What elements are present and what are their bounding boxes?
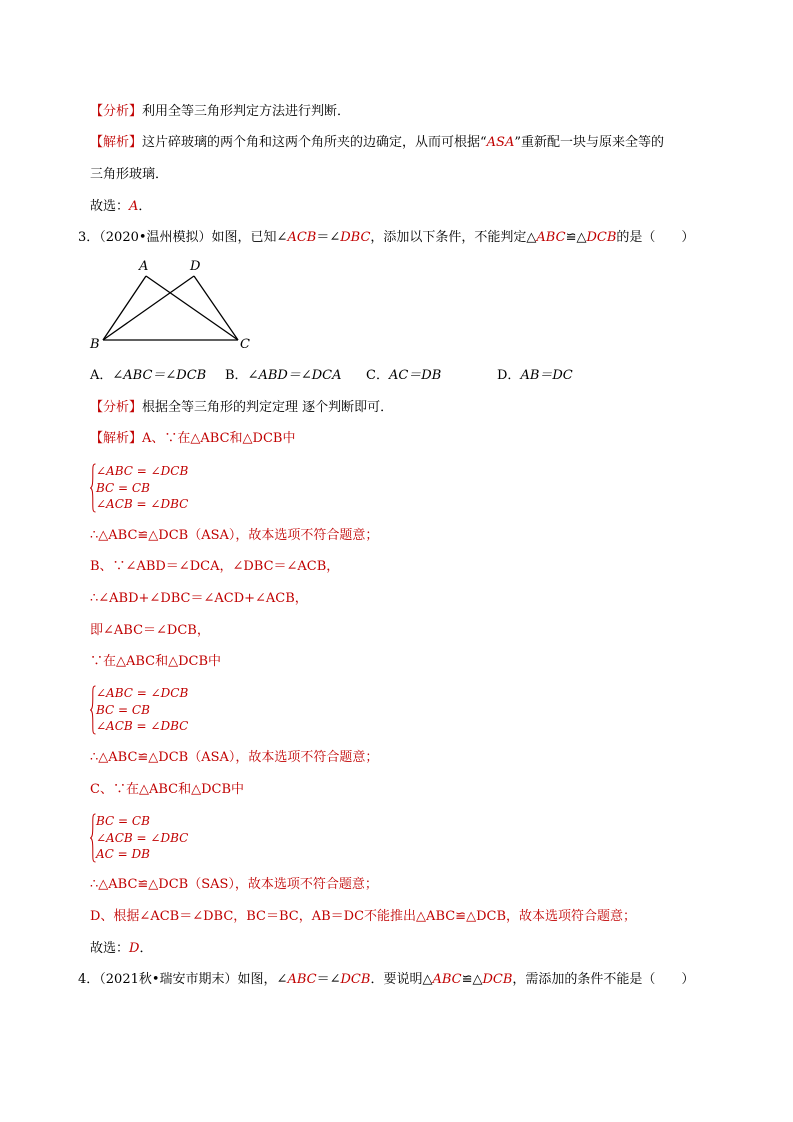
q3-analysis-line [90, 399, 393, 417]
solution-tag: 【解析】 [90, 431, 143, 446]
solution-tag: 【解析】 [90, 135, 143, 150]
q3-option-c[interactable] [366, 367, 441, 385]
q3-option-b[interactable] [225, 367, 341, 385]
q3-source: （2020•温州模拟） [99, 230, 212, 245]
analysis-tag: 【分析】 [90, 104, 143, 119]
q4-stem-dcb-2: DCB [482, 972, 513, 987]
q3-number: 3． [78, 230, 100, 245]
q3-stem-dbc: DBC [340, 230, 371, 245]
answer-suffix: ． [138, 199, 152, 214]
prev-analysis-line [90, 103, 350, 121]
q3-stem-abc: ABC [536, 230, 566, 245]
analysis-tag: 【分析】 [90, 400, 143, 415]
q4-stem-abc-2: ABC [432, 972, 462, 987]
q3-solution-b-head: B、∵∠ABD＝∠DCA，∠DBC＝∠ACB， [90, 559, 340, 574]
option-text: ∠ABD＝∠DCA [247, 368, 342, 383]
q3-stem-acb: ACB [287, 230, 317, 245]
prev-solution-line [90, 134, 664, 152]
q3-conclusion-b: ∴△ABC≌△DCB（ASA），故本选项不符合题意； [90, 750, 379, 765]
q4-stem-text-3: ，需添加的条件不能是（ ） [512, 972, 695, 987]
q4-stem-dcb: DCB [340, 972, 371, 987]
solution-asa: ASA [486, 135, 515, 150]
label-C: C [240, 337, 250, 352]
option-letter: C． [366, 368, 389, 383]
answer-suffix: ． [139, 941, 153, 956]
q3-solution-c-head: C、∵在△ABC和△DCB中 [90, 782, 244, 797]
label-B: B [90, 337, 100, 352]
system-line: BC = CB [96, 702, 150, 717]
option-text: AC＝DB [388, 368, 442, 383]
q4-stem-eq: ＝∠ [316, 972, 341, 987]
q3-solution-a-head [90, 430, 295, 448]
system-line: ∠ACB = ∠DBC [96, 719, 189, 733]
q3-stem-text-3: 的是（ ） [616, 230, 695, 245]
option-letter: B． [225, 368, 248, 383]
q4-number: 4． [78, 972, 100, 987]
prev-solution-line-2: 三角形玻璃． [90, 167, 169, 182]
q3-stem-eq: ＝∠ [316, 230, 341, 245]
q3-option-a[interactable] [90, 367, 206, 385]
option-letter: A． [90, 368, 113, 383]
answer-prefix: 故选： [90, 199, 130, 214]
q3-triangle-figure [86, 256, 256, 352]
q3-solution-b-3: 即∠ABC＝∠DCB， [90, 623, 210, 638]
segment-BD [103, 276, 194, 340]
q4-stem-text-1: 如图，∠ [237, 972, 288, 987]
solution-a-text: A、∵在△ABC和△DCB中 [142, 431, 296, 446]
q4-stem-cong: ≌△ [461, 972, 483, 987]
system-line: BC = CB [96, 480, 150, 495]
answer-value: D [129, 941, 140, 956]
q3-solution-d: D、根据∠ACB＝∠DBC，BC＝BC，AB＝DC不能推出△ABC≌△DCB，故本选项符合题意； [90, 909, 636, 924]
label-D: D [190, 259, 201, 274]
q4-stem-abc: ABC [287, 972, 317, 987]
option-letter: D． [497, 368, 521, 383]
q3-stem [78, 229, 694, 247]
system-line: AC = DB [96, 847, 150, 861]
q3-stem-cong: ≌△ [565, 230, 587, 245]
q3-stem-text-1: 如图，已知∠ [211, 230, 288, 245]
solution-text: 这片碎玻璃的两个角和这两个角所夹的边确定，从而可根据“ [142, 135, 487, 150]
segment-BA [103, 276, 146, 340]
segment-DC [194, 276, 238, 340]
answer-value: A [129, 199, 139, 214]
q4-source: （2021秋•瑞安市期末） [99, 972, 238, 987]
solution-text-2: ”重新配一块与原来全等的 [514, 135, 665, 150]
q4-stem [78, 971, 694, 989]
q3-stem-dcb: DCB [586, 230, 617, 245]
q3-stem-text-2: ，添加以下条件，不能判定△ [370, 230, 537, 245]
q3-option-d[interactable] [497, 367, 573, 385]
q4-stem-text-2: ．要说明△ [370, 972, 433, 987]
analysis-text: 利用全等三角形判定方法进行判断． [142, 104, 351, 119]
q3-solution-b-4: ∵在△ABC和△DCB中 [90, 654, 222, 669]
system-line: ∠ABC = ∠DCB [96, 686, 189, 700]
system-line: BC = CB [96, 814, 150, 828]
analysis-text: 根据全等三角形的判定定理 逐个判断即可． [142, 400, 394, 415]
answer-prefix: 故选： [90, 941, 130, 956]
q3-solution-b-2: ∴∠ABD+∠DBC＝∠ACD+∠ACB， [90, 591, 308, 606]
system-line: ∠ACB = ∠DBC [96, 830, 189, 845]
segment-AC [146, 276, 238, 340]
q3-answer-line [90, 940, 152, 958]
q3-conclusion-c: ∴△ABC≌△DCB（SAS），故本选项不符合题意； [90, 877, 378, 892]
prev-answer-line [90, 198, 151, 216]
option-text: AB＝DC [520, 368, 573, 383]
label-A: A [139, 259, 149, 274]
q3-conclusion-a: ∴△ABC≌△DCB（ASA），故本选项不符合题意； [90, 528, 379, 543]
system-line: ∠ACB = ∠DBC [96, 497, 189, 511]
option-text: ∠ABC＝∠DCB [112, 368, 207, 383]
system-line: ∠ABC = ∠DCB [96, 464, 189, 478]
